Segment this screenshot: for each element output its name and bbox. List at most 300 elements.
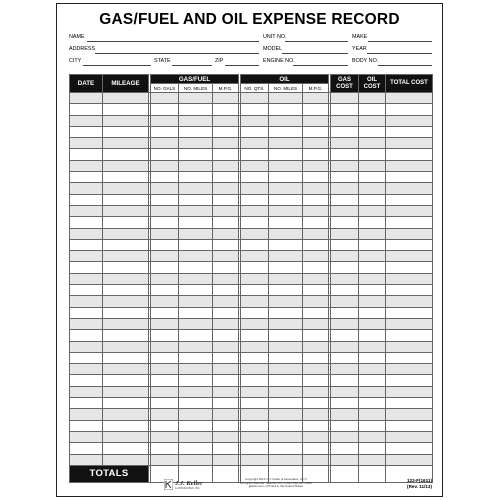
entry-cell[interactable] [213,251,239,262]
entry-cell[interactable] [331,115,359,126]
entry-cell[interactable] [213,307,239,318]
entry-cell[interactable] [179,205,213,216]
entry-cell[interactable] [70,296,103,307]
entry-cell[interactable] [151,149,179,160]
entry-cell[interactable] [70,160,103,171]
entry-cell[interactable] [359,398,386,409]
entry-cell[interactable] [151,296,179,307]
entry-cell[interactable] [103,375,149,386]
entry-cell[interactable] [70,386,103,397]
entry-cell[interactable] [303,115,329,126]
entry-cell[interactable] [70,330,103,341]
entry-cell[interactable] [331,296,359,307]
entry-cell[interactable] [103,138,149,149]
entry-cell[interactable] [151,443,179,454]
entry-cell[interactable] [303,172,329,183]
entry-cell[interactable] [241,205,269,216]
entry-cell[interactable] [331,194,359,205]
entry-cell[interactable] [359,454,386,465]
entry-cell[interactable] [359,239,386,250]
entry-cell[interactable] [386,251,433,262]
entry-cell[interactable] [70,115,103,126]
entry-cell[interactable] [359,172,386,183]
entry-cell[interactable] [331,172,359,183]
entry-cell[interactable] [386,409,433,420]
entry-cell[interactable] [303,138,329,149]
entry-cell[interactable] [103,194,149,205]
entry-cell[interactable] [359,285,386,296]
entry-cell[interactable] [70,431,103,442]
entry-cell[interactable] [331,409,359,420]
entry-cell[interactable] [213,262,239,273]
entry-cell[interactable] [241,285,269,296]
entry-cell[interactable] [103,386,149,397]
entry-cell[interactable] [70,104,103,115]
entry-cell[interactable] [103,228,149,239]
entry-cell[interactable] [179,352,213,363]
entry-cell[interactable] [70,375,103,386]
entry-cell[interactable] [386,273,433,284]
entry-cell[interactable] [359,115,386,126]
entry-cell[interactable] [269,183,303,194]
entry-cell[interactable] [213,341,239,352]
entry-cell[interactable] [331,307,359,318]
entry-cell[interactable] [151,386,179,397]
entry-cell[interactable] [303,228,329,239]
entry-cell[interactable] [103,262,149,273]
entry-cell[interactable] [179,409,213,420]
entry-cell[interactable] [151,420,179,431]
entry-cell[interactable] [386,285,433,296]
entry-cell[interactable] [151,251,179,262]
entry-cell[interactable] [179,375,213,386]
entry-cell[interactable] [151,352,179,363]
entry-cell[interactable] [103,341,149,352]
state-field[interactable] [154,58,212,68]
entry-cell[interactable] [179,420,213,431]
entry-cell[interactable] [151,138,179,149]
entry-cell[interactable] [241,364,269,375]
entry-cell[interactable] [269,217,303,228]
entry-cell[interactable] [359,273,386,284]
entry-cell[interactable] [386,443,433,454]
entry-cell[interactable] [386,194,433,205]
entry-cell[interactable] [70,454,103,465]
entry-cell[interactable] [269,285,303,296]
entry-cell[interactable] [359,296,386,307]
entry-cell[interactable] [303,341,329,352]
entry-cell[interactable] [103,251,149,262]
entry-cell[interactable] [386,172,433,183]
entry-cell[interactable] [151,273,179,284]
entry-cell[interactable] [213,138,239,149]
entry-cell[interactable] [213,273,239,284]
entry-cell[interactable] [303,149,329,160]
entry-cell[interactable] [269,454,303,465]
entry-cell[interactable] [213,205,239,216]
entry-cell[interactable] [151,217,179,228]
entry-cell[interactable] [179,194,213,205]
entry-cell[interactable] [386,115,433,126]
entry-cell[interactable] [386,262,433,273]
entry-cell[interactable] [386,296,433,307]
entry-cell[interactable] [241,375,269,386]
entry-cell[interactable] [269,93,303,104]
entry-cell[interactable] [241,443,269,454]
entry-cell[interactable] [213,228,239,239]
entry-cell[interactable] [103,443,149,454]
entry-cell[interactable] [151,205,179,216]
entry-cell[interactable] [213,318,239,329]
entry-cell[interactable] [303,183,329,194]
entry-cell[interactable] [331,386,359,397]
entry-cell[interactable] [331,104,359,115]
entry-cell[interactable] [179,115,213,126]
zip-field[interactable] [215,58,259,68]
entry-cell[interactable] [269,296,303,307]
entry-cell[interactable] [331,126,359,137]
entry-cell[interactable] [331,138,359,149]
entry-cell[interactable] [241,104,269,115]
entry-cell[interactable] [213,239,239,250]
entry-cell[interactable] [213,126,239,137]
entry-cell[interactable] [386,420,433,431]
entry-cell[interactable] [269,262,303,273]
entry-cell[interactable] [359,318,386,329]
entry-cell[interactable] [241,239,269,250]
entry-cell[interactable] [359,228,386,239]
entry-cell[interactable] [386,352,433,363]
entry-cell[interactable] [386,126,433,137]
entry-cell[interactable] [213,420,239,431]
entry-cell[interactable] [213,115,239,126]
entry-cell[interactable] [179,138,213,149]
entry-cell[interactable] [103,307,149,318]
entry-cell[interactable] [70,126,103,137]
name-field[interactable] [69,34,259,44]
entry-cell[interactable] [269,341,303,352]
entry-cell[interactable] [359,386,386,397]
entry-cell[interactable] [151,115,179,126]
entry-cell[interactable] [103,126,149,137]
entry-cell[interactable] [359,194,386,205]
entry-cell[interactable] [303,431,329,442]
entry-cell[interactable] [151,228,179,239]
entry-cell[interactable] [103,93,149,104]
entry-cell[interactable] [386,364,433,375]
entry-cell[interactable] [70,409,103,420]
entry-cell[interactable] [241,138,269,149]
entry-cell[interactable] [70,273,103,284]
entry-cell[interactable] [70,93,103,104]
entry-cell[interactable] [269,228,303,239]
entry-cell[interactable] [269,149,303,160]
entry-cell[interactable] [303,386,329,397]
entry-cell[interactable] [386,330,433,341]
entry-cell[interactable] [213,398,239,409]
entry-cell[interactable] [179,104,213,115]
entry-cell[interactable] [269,126,303,137]
entry-cell[interactable] [331,217,359,228]
entry-cell[interactable] [331,341,359,352]
entry-cell[interactable] [213,217,239,228]
entry-cell[interactable] [179,386,213,397]
entry-cell[interactable] [179,149,213,160]
entry-cell[interactable] [179,126,213,137]
entry-cell[interactable] [359,183,386,194]
entry-cell[interactable] [70,183,103,194]
entry-cell[interactable] [70,420,103,431]
entry-cell[interactable] [386,341,433,352]
entry-cell[interactable] [303,104,329,115]
entry-cell[interactable] [331,160,359,171]
entry-cell[interactable] [213,386,239,397]
entry-cell[interactable] [151,93,179,104]
entry-cell[interactable] [359,341,386,352]
entry-cell[interactable] [241,386,269,397]
entry-cell[interactable] [241,228,269,239]
entry-cell[interactable] [179,431,213,442]
entry-cell[interactable] [269,205,303,216]
entry-cell[interactable] [151,364,179,375]
entry-cell[interactable] [70,138,103,149]
entry-cell[interactable] [70,285,103,296]
entry-cell[interactable] [241,160,269,171]
entry-cell[interactable] [179,262,213,273]
entry-cell[interactable] [70,262,103,273]
entry-cell[interactable] [241,115,269,126]
entry-cell[interactable] [386,454,433,465]
entry-cell[interactable] [241,420,269,431]
entry-cell[interactable] [331,398,359,409]
entry-cell[interactable] [386,386,433,397]
entry-cell[interactable] [386,398,433,409]
entry-cell[interactable] [303,285,329,296]
entry-cell[interactable] [151,183,179,194]
entry-cell[interactable] [241,409,269,420]
entry-cell[interactable] [303,160,329,171]
entry-cell[interactable] [213,183,239,194]
entry-cell[interactable] [70,228,103,239]
entry-cell[interactable] [241,251,269,262]
entry-cell[interactable] [241,330,269,341]
entry-cell[interactable] [331,205,359,216]
entry-cell[interactable] [331,285,359,296]
entry-cell[interactable] [103,115,149,126]
entry-cell[interactable] [331,352,359,363]
entry-cell[interactable] [103,420,149,431]
entry-cell[interactable] [151,172,179,183]
entry-cell[interactable] [151,285,179,296]
entry-cell[interactable] [103,352,149,363]
entry-cell[interactable] [386,318,433,329]
entry-cell[interactable] [179,217,213,228]
entry-cell[interactable] [269,251,303,262]
entry-cell[interactable] [179,228,213,239]
entry-cell[interactable] [331,443,359,454]
entry-cell[interactable] [359,93,386,104]
entry-cell[interactable] [269,104,303,115]
entry-cell[interactable] [359,364,386,375]
unit-no-field[interactable] [263,34,348,44]
entry-cell[interactable] [70,217,103,228]
entry-cell[interactable] [386,183,433,194]
entry-cell[interactable] [70,398,103,409]
entry-cell[interactable] [213,104,239,115]
entry-cell[interactable] [179,273,213,284]
entry-cell[interactable] [269,307,303,318]
entry-cell[interactable] [386,160,433,171]
entry-cell[interactable] [213,285,239,296]
entry-cell[interactable] [359,126,386,137]
entry-cell[interactable] [103,364,149,375]
entry-cell[interactable] [179,318,213,329]
entry-cell[interactable] [303,352,329,363]
entry-cell[interactable] [70,318,103,329]
entry-cell[interactable] [386,239,433,250]
entry-cell[interactable] [303,217,329,228]
entry-cell[interactable] [70,239,103,250]
entry-cell[interactable] [151,194,179,205]
entry-cell[interactable] [151,126,179,137]
entry-cell[interactable] [386,375,433,386]
entry-cell[interactable] [269,386,303,397]
entry-cell[interactable] [103,205,149,216]
entry-cell[interactable] [303,398,329,409]
entry-cell[interactable] [303,420,329,431]
entry-cell[interactable] [241,454,269,465]
entry-cell[interactable] [269,239,303,250]
entry-cell[interactable] [70,443,103,454]
entry-cell[interactable] [241,93,269,104]
entry-cell[interactable] [269,115,303,126]
entry-cell[interactable] [70,194,103,205]
entry-cell[interactable] [241,217,269,228]
entry-cell[interactable] [386,149,433,160]
entry-cell[interactable] [269,375,303,386]
entry-cell[interactable] [241,149,269,160]
entry-cell[interactable] [359,160,386,171]
entry-cell[interactable] [241,352,269,363]
entry-cell[interactable] [331,93,359,104]
entry-cell[interactable] [331,431,359,442]
entry-cell[interactable] [213,443,239,454]
entry-cell[interactable] [179,160,213,171]
entry-cell[interactable] [70,251,103,262]
entry-cell[interactable] [213,149,239,160]
entry-cell[interactable] [103,285,149,296]
entry-cell[interactable] [331,228,359,239]
entry-cell[interactable] [151,318,179,329]
entry-cell[interactable] [386,104,433,115]
entry-cell[interactable] [179,330,213,341]
entry-cell[interactable] [359,352,386,363]
entry-cell[interactable] [213,194,239,205]
entry-cell[interactable] [151,341,179,352]
entry-cell[interactable] [359,330,386,341]
entry-cell[interactable] [303,296,329,307]
entry-cell[interactable] [179,285,213,296]
entry-cell[interactable] [151,239,179,250]
entry-cell[interactable] [359,205,386,216]
entry-cell[interactable] [70,172,103,183]
entry-cell[interactable] [241,183,269,194]
entry-cell[interactable] [213,352,239,363]
entry-cell[interactable] [151,160,179,171]
entry-cell[interactable] [70,364,103,375]
entry-cell[interactable] [70,149,103,160]
entry-cell[interactable] [213,364,239,375]
entry-cell[interactable] [359,262,386,273]
address-field[interactable] [69,46,259,56]
entry-cell[interactable] [269,318,303,329]
entry-cell[interactable] [269,273,303,284]
entry-cell[interactable] [386,205,433,216]
entry-cell[interactable] [303,93,329,104]
entry-cell[interactable] [269,160,303,171]
entry-cell[interactable] [179,443,213,454]
entry-cell[interactable] [241,262,269,273]
entry-cell[interactable] [179,454,213,465]
entry-cell[interactable] [179,307,213,318]
entry-cell[interactable] [303,239,329,250]
entry-cell[interactable] [331,375,359,386]
entry-cell[interactable] [179,93,213,104]
entry-cell[interactable] [103,318,149,329]
entry-cell[interactable] [303,375,329,386]
entry-cell[interactable] [303,443,329,454]
entry-cell[interactable] [151,454,179,465]
entry-cell[interactable] [269,138,303,149]
entry-cell[interactable] [151,409,179,420]
entry-cell[interactable] [269,443,303,454]
entry-cell[interactable] [103,409,149,420]
make-field[interactable] [352,34,432,44]
entry-cell[interactable] [241,126,269,137]
year-field[interactable] [352,46,432,56]
entry-cell[interactable] [303,364,329,375]
entry-cell[interactable] [269,330,303,341]
entry-cell[interactable] [303,409,329,420]
entry-cell[interactable] [213,431,239,442]
entry-cell[interactable] [179,364,213,375]
entry-cell[interactable] [359,149,386,160]
entry-cell[interactable] [386,228,433,239]
entry-cell[interactable] [103,431,149,442]
entry-cell[interactable] [103,330,149,341]
entry-cell[interactable] [103,160,149,171]
model-field[interactable] [263,46,348,56]
entry-cell[interactable] [103,398,149,409]
entry-cell[interactable] [179,172,213,183]
entry-cell[interactable] [331,318,359,329]
entry-cell[interactable] [359,420,386,431]
entry-cell[interactable] [331,454,359,465]
entry-cell[interactable] [386,431,433,442]
entry-cell[interactable] [179,183,213,194]
entry-cell[interactable] [241,341,269,352]
body-no-field[interactable] [352,58,432,68]
entry-cell[interactable] [241,398,269,409]
entry-cell[interactable] [359,375,386,386]
entry-cell[interactable] [359,307,386,318]
entry-cell[interactable] [269,194,303,205]
entry-cell[interactable] [331,364,359,375]
entry-cell[interactable] [179,296,213,307]
entry-cell[interactable] [386,93,433,104]
entry-cell[interactable] [269,431,303,442]
entry-cell[interactable] [303,318,329,329]
